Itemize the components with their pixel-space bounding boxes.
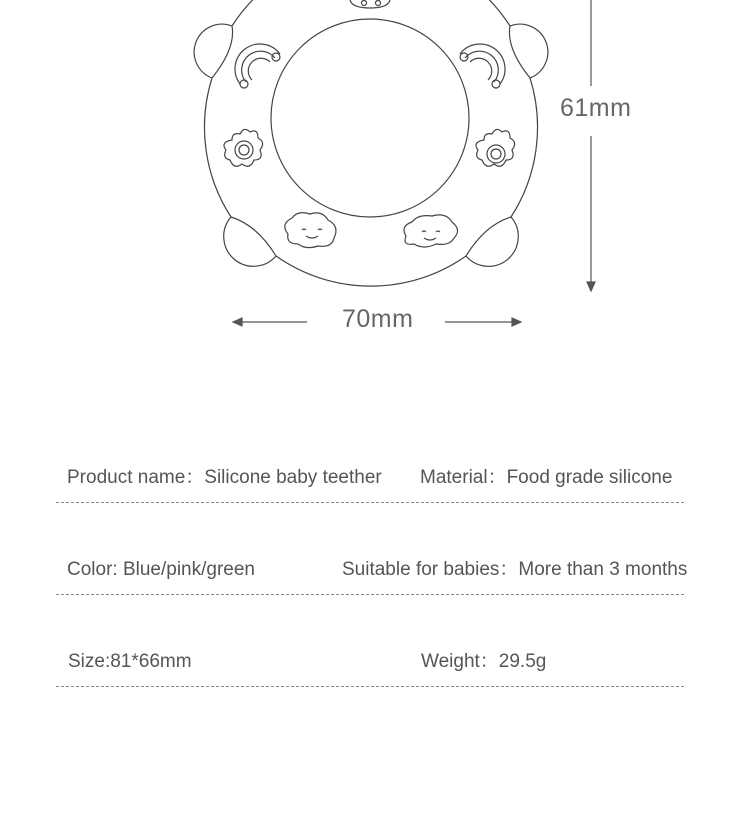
height-dimension-label: 61mm [560, 94, 632, 122]
flower-left-icon [224, 129, 263, 166]
teether-inner-ring [271, 19, 469, 217]
spec-row-product [56, 410, 684, 503]
height-arrow-head [587, 282, 595, 291]
lobe-bottom-left [224, 217, 276, 266]
spec-suitable-age: Suitable for babies：More than 3 months [342, 559, 688, 580]
spec-color: Color: Blue/pink/green [67, 559, 255, 580]
cloud-left-icon [285, 213, 336, 248]
width-arrow-right [512, 318, 521, 326]
lobe-bottom-right [466, 217, 518, 266]
teether-outer-ring [204, 0, 537, 286]
top-face-icon [350, 0, 390, 8]
flower-right-icon [476, 129, 515, 166]
spec-row-color [56, 502, 688, 595]
spec-product-name: Product name：Silicone baby teether [67, 467, 382, 488]
spec-row-size [56, 594, 684, 687]
width-arrow-left [233, 318, 242, 326]
width-dimension-label: 70mm [342, 305, 414, 333]
rainbow-left-icon [235, 44, 280, 88]
spec-size: Size:81*66mm [68, 651, 192, 672]
rainbow-right-icon [460, 44, 505, 88]
lobe-top-left [194, 24, 232, 78]
spec-weight: Weight：29.5g [421, 651, 547, 672]
cloud-right-icon [404, 215, 458, 247]
spec-material: Material：Food grade silicone [420, 467, 673, 488]
lobe-top-right [510, 24, 548, 78]
